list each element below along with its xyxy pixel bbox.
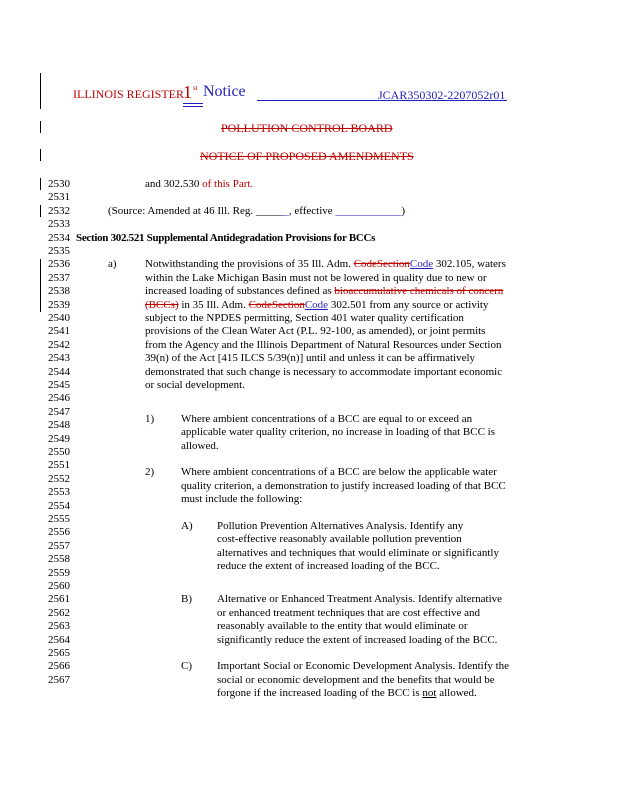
text: and 302.530 <box>145 178 203 190</box>
line-number: 2539 <box>48 298 70 311</box>
inserted-text: ____________ <box>335 204 402 217</box>
body-line: significantly reduce the extent of increased loading of the BCC. <box>217 633 498 646</box>
line-number: 2566 <box>48 660 70 673</box>
paragraph-label: 2) <box>145 466 155 479</box>
body-line: Pollution Prevention Alternatives Analysis. Identify any <box>217 520 464 532</box>
body-line: demonstrated that such change is necessary to accommodate important economic <box>145 365 503 378</box>
body-line: alternatives and techniques that would eliminate or significantly <box>217 546 499 559</box>
line-number: 2545 <box>48 379 70 391</box>
text: Notwithstanding the provisions of 35 Ill. Adm. <box>145 258 354 271</box>
line-number: 2537 <box>48 271 70 284</box>
line-number: 2555 <box>48 513 70 525</box>
deleted-text: (BCCs) <box>145 298 179 311</box>
line-number: 2558 <box>48 553 70 566</box>
notice-label: Notice <box>203 83 246 100</box>
line-number: 2559 <box>48 566 70 579</box>
text: 302.105, waters <box>433 258 506 271</box>
body-line: Alternative or Enhanced Treatment Analysis. Identify alternative <box>217 593 503 606</box>
line-number: 2532 <box>48 204 70 217</box>
line-number: 2556 <box>48 526 70 539</box>
body-line: social or economic development and the benefits that would be <box>217 673 495 686</box>
body-line: Where ambient concentrations of a BCC are below the applicable water <box>181 466 497 479</box>
line-number: 2531 <box>48 191 70 204</box>
line-number: 2546 <box>48 392 70 405</box>
text: forgone if the increased loading of the BCC is <box>217 687 423 700</box>
body-line: reasonably available to the entity that would eliminate or <box>217 620 468 633</box>
section-heading: Section 302.521 Supplemental Antidegradation Provisions for BCCs <box>76 231 376 244</box>
source-note <box>108 205 405 218</box>
agency-title: POLLUTION CONTROL BOARD <box>221 121 393 135</box>
text: ) <box>401 204 406 217</box>
header-underline <box>183 103 203 104</box>
line-number: 2549 <box>48 432 70 445</box>
body-line <box>145 285 503 298</box>
line-number: 2544 <box>48 365 70 378</box>
line-number: 2543 <box>48 352 70 365</box>
body-line <box>145 299 488 312</box>
text: in 35 Ill. Adm. <box>178 298 249 311</box>
text: allowed. <box>436 687 477 700</box>
deleted-text: CodeSection <box>353 258 410 271</box>
line-number: 2533 <box>48 218 70 231</box>
body-line: subject to the NPDES permitting, Section 401 water quality certification <box>145 312 464 324</box>
body-line: 39(n) of the Act [415 ILCS 5/39(n)] until and unless it can be affirmatively <box>145 352 476 365</box>
change-bar <box>40 178 41 190</box>
register-title: ILLINOIS REGISTER <box>73 87 184 101</box>
body-line: cost-effective reasonably available pollution prevention <box>217 533 462 546</box>
line-number: 2541 <box>48 325 70 338</box>
notice-title: NOTICE OF PROPOSED AMENDMENTS <box>200 149 414 163</box>
line-number: 2563 <box>48 620 70 633</box>
change-bar <box>40 73 41 109</box>
line-number: 2542 <box>48 338 70 351</box>
text: 302.501 from any source or activity <box>328 298 489 311</box>
body-line: or social development. <box>145 379 245 391</box>
body-line: or enhanced treatment techniques that are cost effective and <box>217 606 481 619</box>
underlined-text: not <box>422 687 437 700</box>
text: (Source: Amended at 46 Ill. Reg. _____ <box>108 204 284 217</box>
line-number: 2564 <box>48 633 70 646</box>
change-bar <box>40 121 41 133</box>
line-number: 2536 <box>48 258 70 271</box>
line-number: 2554 <box>48 499 70 512</box>
line-number: 2560 <box>48 580 70 592</box>
line-number: 2567 <box>48 673 70 686</box>
line-number: 2562 <box>48 606 70 619</box>
deleted-text: bioaccumulative chemicals of concern <box>334 285 504 298</box>
line-number: 2540 <box>48 312 70 324</box>
body-line: within the Lake Michigan Basin must not be lowered in quality due to new or <box>145 271 487 284</box>
body-line: Where ambient concentrations of a BCC are equal to or exceed an <box>181 412 473 425</box>
header-underline <box>183 106 203 107</box>
page-mark-sup: st <box>193 84 198 92</box>
line-number: 2561 <box>48 593 70 606</box>
change-bar <box>40 149 41 161</box>
inserted-text: Code <box>304 298 329 311</box>
body-line: provisions of the Clean Water Act (P.L. 92-100, as amended), or joint permits <box>145 325 486 338</box>
line-number: 2565 <box>48 647 70 659</box>
text: , effective <box>288 204 336 217</box>
paragraph-label: 1) <box>145 412 155 425</box>
subparagraph-label: C) <box>181 660 192 673</box>
inserted-text: of this Part. <box>202 178 254 190</box>
line-number: 2552 <box>48 472 70 485</box>
line-number: 2535 <box>48 245 70 257</box>
line-number: 2534 <box>48 231 70 244</box>
docket-id: JCAR350302-2207052r01 <box>378 88 506 102</box>
line-number: 2530 <box>48 178 70 190</box>
change-bar <box>40 205 41 217</box>
body-line: allowed. <box>181 439 219 452</box>
body-line: from the Agency and the Illinois Department of Natural Resources under Section <box>145 338 502 351</box>
body-line: applicable water quality criterion, no increase in loading of that BCC is <box>181 426 496 439</box>
body-line: quality criterion, a demonstration to justify increased loading of that BCC <box>181 479 506 492</box>
inserted-text: _ <box>283 204 289 217</box>
line-number: 2553 <box>48 486 70 499</box>
deleted-text: CodeSection <box>248 298 305 311</box>
body-line: must include the following: <box>181 493 303 506</box>
body-line: Important Social or Economic Development Analysis. Identify the <box>217 660 510 673</box>
line-number: 2547 <box>48 405 70 418</box>
line-number: 2557 <box>48 539 70 552</box>
inserted-text: Code <box>409 258 434 271</box>
subparagraph-label: B) <box>181 593 192 606</box>
subsection-label: a) <box>108 258 117 271</box>
change-bar <box>40 259 41 312</box>
text: increased loading of substances defined as <box>145 285 335 298</box>
line-number: 2548 <box>48 419 70 432</box>
subparagraph-label: A) <box>181 520 193 532</box>
body-line <box>145 178 253 191</box>
body-line: reduce the extent of increased loading of the BCC. <box>217 560 440 573</box>
line-number: 2551 <box>48 459 70 472</box>
body-line <box>217 687 477 700</box>
line-number: 2550 <box>48 446 70 458</box>
page-mark: 1 <box>183 82 192 102</box>
line-number: 2538 <box>48 285 70 298</box>
body-line <box>145 258 506 271</box>
